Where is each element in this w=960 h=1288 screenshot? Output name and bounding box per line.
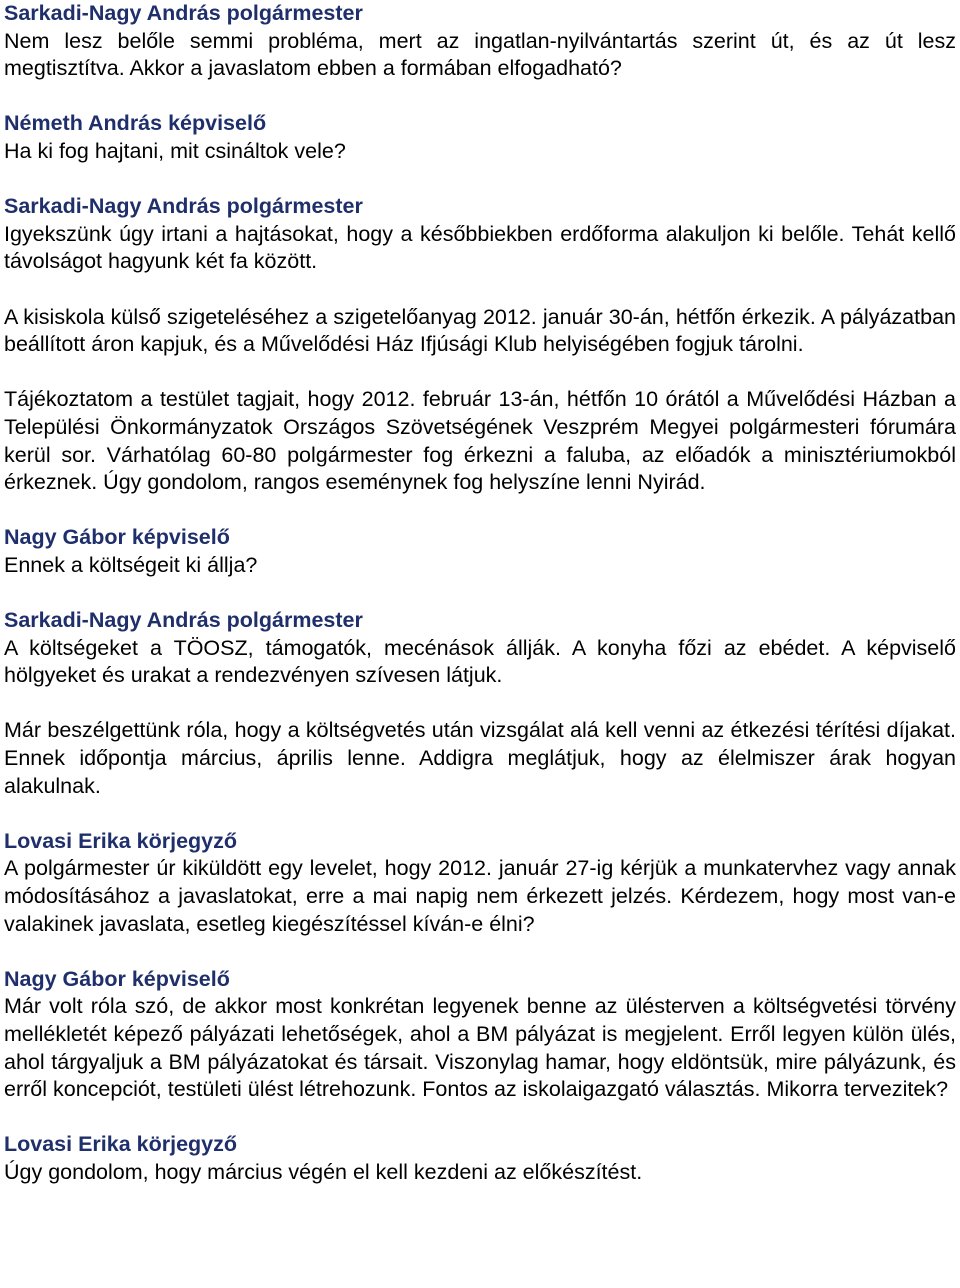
transcript-block [4, 966, 956, 1104]
speech-paragraph: A polgármester úr kiküldött egy levelet, hogy 2012. január 27-ig kérjük a munkatervhez vagy annak módosításához a javaslatokat, erre a mai napig nem érkezett jelzés. Kérdezem, hogy most van-e valakinek javaslata, esetleg kiegészítéssel kíván-e élni? [4, 856, 956, 936]
transcript-block [4, 304, 956, 359]
speech-paragraph: Nem lesz belőle semmi probléma, mert az ingatlan-nyilvántartás szerint út, és az út lesz megtisztítva. Akkor a javaslatom ebben a formában elfogadható? [4, 28, 956, 81]
speech-paragraph: Már beszélgettünk róla, hogy a költségvetés után vizsgálat alá kell venni az étkezési térítési díjakat. Ennek időpontja március, április lenne. Addigra meglátjuk, hogy az élelmiszer árak hogyan alakulnak. [4, 718, 956, 798]
transcript-block [4, 0, 956, 83]
speaker-name: Lovasi Erika körjegyző [4, 1132, 238, 1157]
speaker-name: Sarkadi-Nagy András polgármester [4, 1, 363, 25]
speaker-name: Lovasi Erika körjegyző [4, 828, 238, 853]
transcript-block [4, 607, 956, 690]
speech-paragraph: Ha ki fog hajtani, mit csináltok vele? [4, 138, 346, 163]
speaker-name: Sarkadi-Nagy András polgármester [4, 194, 363, 219]
speech-paragraph: A költségeket a TÖOSZ, támogatók, mecénások állják. A konyha főzi az ebédet. A képviselő hölgyeket és urakat a rendezvényen szívesen látjuk. [4, 635, 956, 688]
transcript-body [4, 0, 956, 1187]
speech-paragraph: Ennek a költségeit ki állja? [4, 552, 258, 577]
transcript-block [4, 110, 956, 165]
speaker-name: Nagy Gábor képviselő [4, 966, 230, 991]
speech-paragraph: Úgy gondolom, hogy március végén el kell kezdeni az előkészítést. [4, 1159, 643, 1184]
transcript-block [4, 828, 956, 938]
transcript-block [4, 386, 956, 496]
document-page [4, 0, 956, 1214]
transcript-block [4, 1131, 956, 1186]
speech-paragraph: Tájékoztatom a testület tagjait, hogy 2012. február 13-án, hétfőn 10 órától a Művelődési Házban a Települési Önkormányzatok Országos Szövetségének Veszprém Megyei polgármesteri fórumára kerül sor. Várhatólag 60-80 polgármester fog érkezni a faluba, az előadók a minisztériumokból érkeznek. Úgy gondolom, rangos eseménynek fog helyszíne lenni Nyirád. [4, 387, 956, 495]
speaker-name: Nagy Gábor képviselő [4, 525, 230, 550]
speech-paragraph: Igyekszünk úgy irtani a hajtásokat, hogy a későbbiekben erdőforma alakuljon ki belőle. Tehát kellő távolságot hagyunk két fa között. [4, 221, 956, 274]
transcript-block [4, 524, 956, 579]
transcript-block [4, 717, 956, 800]
transcript-block [4, 193, 956, 276]
speech-paragraph: A kisiskola külső szigeteléséhez a szigetelőanyag 2012. január 30-án, hétfőn érkezik. A pályázatban beállított áron kapjuk, és a Művelődési Ház Ifjúsági Klub helyiségében fogjuk tárolni. [4, 304, 956, 357]
speech-paragraph: Már volt róla szó, de akkor most konkrétan legyenek benne az ülésterven a költségvetési törvény mellékletét képező pályázati lehetőségek, ahol a BM pályázat is megjelent. Erről legyen külön ülés, ahol tárgyaljuk a BM pályázatokat és társait. Viszonylag hamar, hogy eldöntsük, mire pályázunk, és erről koncepciót, testületi ülést létrehozunk. Fontos az iskolaigazgató választás. Mikorra tervezitek? [4, 994, 956, 1102]
speaker-name: Németh András képviselő [4, 111, 267, 136]
speaker-name: Sarkadi-Nagy András polgármester [4, 608, 363, 633]
